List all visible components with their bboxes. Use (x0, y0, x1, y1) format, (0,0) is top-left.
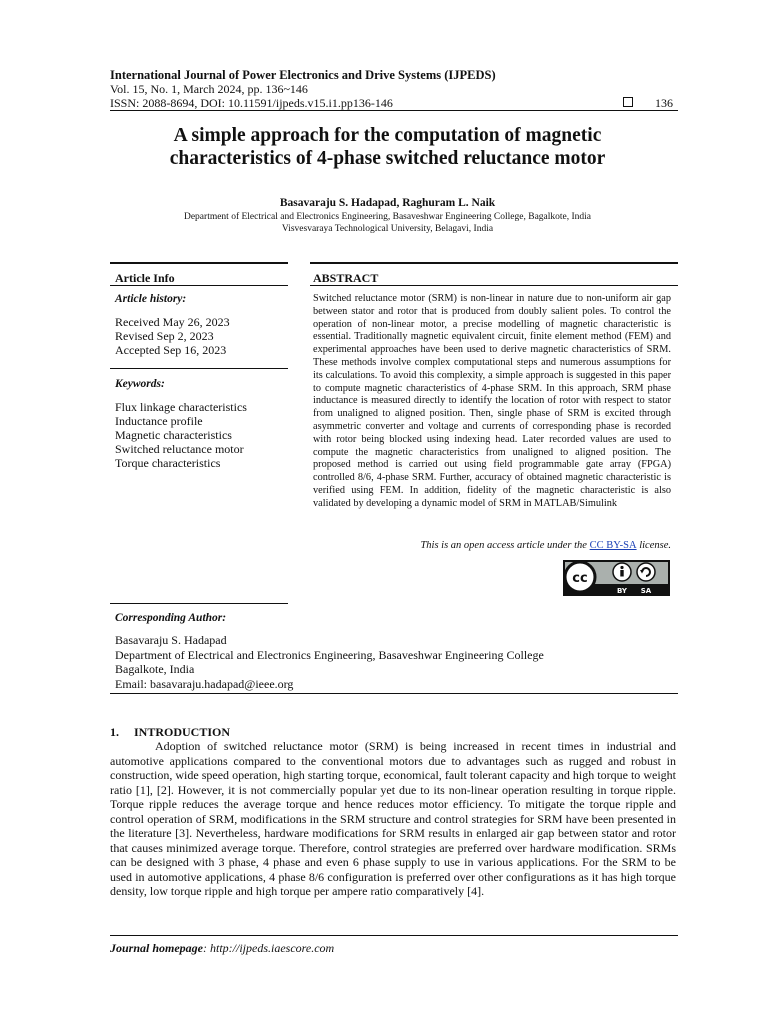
volume-info: Vol. 15, No. 1, March 2024, pp. 136~146 (110, 82, 308, 96)
journal-homepage (110, 941, 334, 956)
article-history (115, 315, 230, 357)
footer-rule (110, 935, 678, 936)
corresponding-email: Email: basavaraju.hadapad@ieee.org (115, 676, 294, 691)
keyword-item: Switched reluctance motor (115, 442, 244, 456)
paper-title (110, 124, 665, 170)
cc-by-sa-badge-icon[interactable] (563, 560, 670, 596)
keyword-item: Flux linkage characteristics (115, 400, 247, 414)
history-accepted: Accepted Sep 16, 2023 (115, 343, 227, 357)
history-rule (110, 368, 288, 369)
journal-name: International Journal of Power Electronics and Drive Systems (IJPEDS) (110, 68, 496, 82)
abstract-heading-rule (310, 285, 678, 286)
corresponding-name: Basavaraju S. Hadapad (115, 633, 227, 647)
article-info-heading: Article Info (115, 271, 175, 285)
issn-doi: ISSN: 2088-8694, DOI: 10.11591/ijpeds.v15.i1.pp136-146 (110, 96, 393, 110)
introduction-paragraph: Adoption of switched reluctance motor (SRM) is being increased in recent times in industrial and automotive applications compared to the conventional motors due to advantages such as rugged and robust in construction, wide speed operation, high starting torque, economical, fault tolerant capacity and high torque to weight ratio [1], [2]. However, it is not commercially popular yet due to its non-linear operation resulting in torque ripple. Torque ripple reduces the average torque and hence reduces motor efficiency. To mitigate the torque ripple and control operation of SRM, modifications in the SRM structure and control strategies for SRM have been presented in the literature [3]. Nevertheless, hardware modifications for SRM results in enlarged air gap between stator and rotor that causes minimized average torque. Therefore, control strategies are preferred over hardware modification. SRMs can be designed with 3 phase, 4 phase and even 6 phase supply to use in various applications. For the SRM to be used in automotive applications, 4 phase 8/6 configuration is preferred over other configurations as it has high torque density, low torque ripple and high torque per ampere ratio comparatively [4]. (110, 739, 676, 898)
page-number: 136 (655, 96, 673, 110)
corresponding-top-rule (110, 603, 288, 604)
affiliations (110, 211, 665, 235)
keyword-item: Torque characteristics (115, 456, 221, 470)
introduction-body (110, 739, 676, 899)
affiliation-line: Visvesvaraya Technological University, Belagavi, India (281, 224, 494, 234)
authors: Basavaraju S. Hadapad, Raghuram L. Naik (279, 197, 496, 209)
open-access-prefix: This is an open access article under the (420, 540, 590, 551)
history-received: Received May 26, 2023 (115, 315, 230, 329)
abstract-top-rule (310, 262, 678, 264)
cc-by-label: BY (616, 587, 628, 595)
corresponding-author-block (115, 633, 544, 691)
corresponding-heading: Corresponding Author: (115, 612, 227, 624)
abstract-heading: ABSTRACT (313, 271, 379, 285)
abstract-text: Switched reluctance motor (SRM) is non-linear in nature due to non-uniform air gap between stator and rotor that is produced from doubly salient poles. To control the operation of non-linear motor, a precise modelling of magnetic characteristic is essential. Traditionally magnetic equivalent circuit, finite element method (FEM) and experimental approaches have been used to derive magnetic characteristics of SRM. These methods involve complex computational steps and numerous assumptions for its calculations. To avoid this complexity, a simple approach is suggested in this paper to compute magnetic characteristics of 4-phase SRM. In this approach, SRM phase inductance is measured directly to identify the location of rotor with respect to stator from unaligned to aligned position. Then, single phase of SRM is excited through asymmetric converter and voltage and currents of corresponding phase is recorded with rotor being blocked using indexing head. Later recorded values are used to compute the magnetic characteristics from unaligned to aligned position. The proposed method is carried out using field programmable gate array (FPGA) controlled 8/6, 4-phase SRM. Further, accuracy of obtained magnetic characteristic is verified using FEM. In addition, fidelity of the magnetic characteristic is also validated by developing a dynamic model of SRM in MATLAB/Simulink (313, 293, 671, 509)
keywords-heading: Keywords: (115, 378, 165, 390)
keyword-list (115, 400, 247, 470)
footer-url[interactable]: : http://ijpeds.iaescore.com (203, 941, 335, 955)
keyword-item: Inductance profile (115, 414, 203, 428)
square-icon (623, 97, 633, 107)
svg-text:cc: cc (572, 571, 588, 586)
article-info-heading-rule (110, 285, 288, 286)
history-revised: Revised Sep 2, 2023 (115, 329, 214, 343)
title-line: A simple approach for the computation of magnetic (173, 125, 602, 146)
corresponding-bottom-rule (110, 693, 678, 694)
header-rule (110, 110, 678, 111)
corresponding-location: Bagalkote, India (115, 662, 195, 676)
keyword-item: Magnetic characteristics (115, 428, 232, 442)
cc-sa-label: SA (640, 587, 652, 595)
open-access-note (313, 540, 671, 551)
open-access-suffix: license. (636, 540, 671, 551)
section-heading-introduction: 1. INTRODUCTION (110, 725, 231, 739)
article-info-top-rule (110, 262, 288, 264)
title-line: characteristics of 4-phase switched reluctance motor (169, 148, 606, 169)
cc-by-sa-link[interactable]: CC BY-SA (589, 540, 637, 551)
corresponding-dept: Department of Electrical and Electronics Engineering, Basaveshwar Engineering College (115, 647, 544, 662)
footer-label: Journal homepage (110, 941, 204, 955)
affiliation-line: Department of Electrical and Electronics Engineering, Basaveshwar Engineering College, Bagalkote, India (183, 212, 592, 222)
history-heading: Article history: (115, 293, 187, 305)
